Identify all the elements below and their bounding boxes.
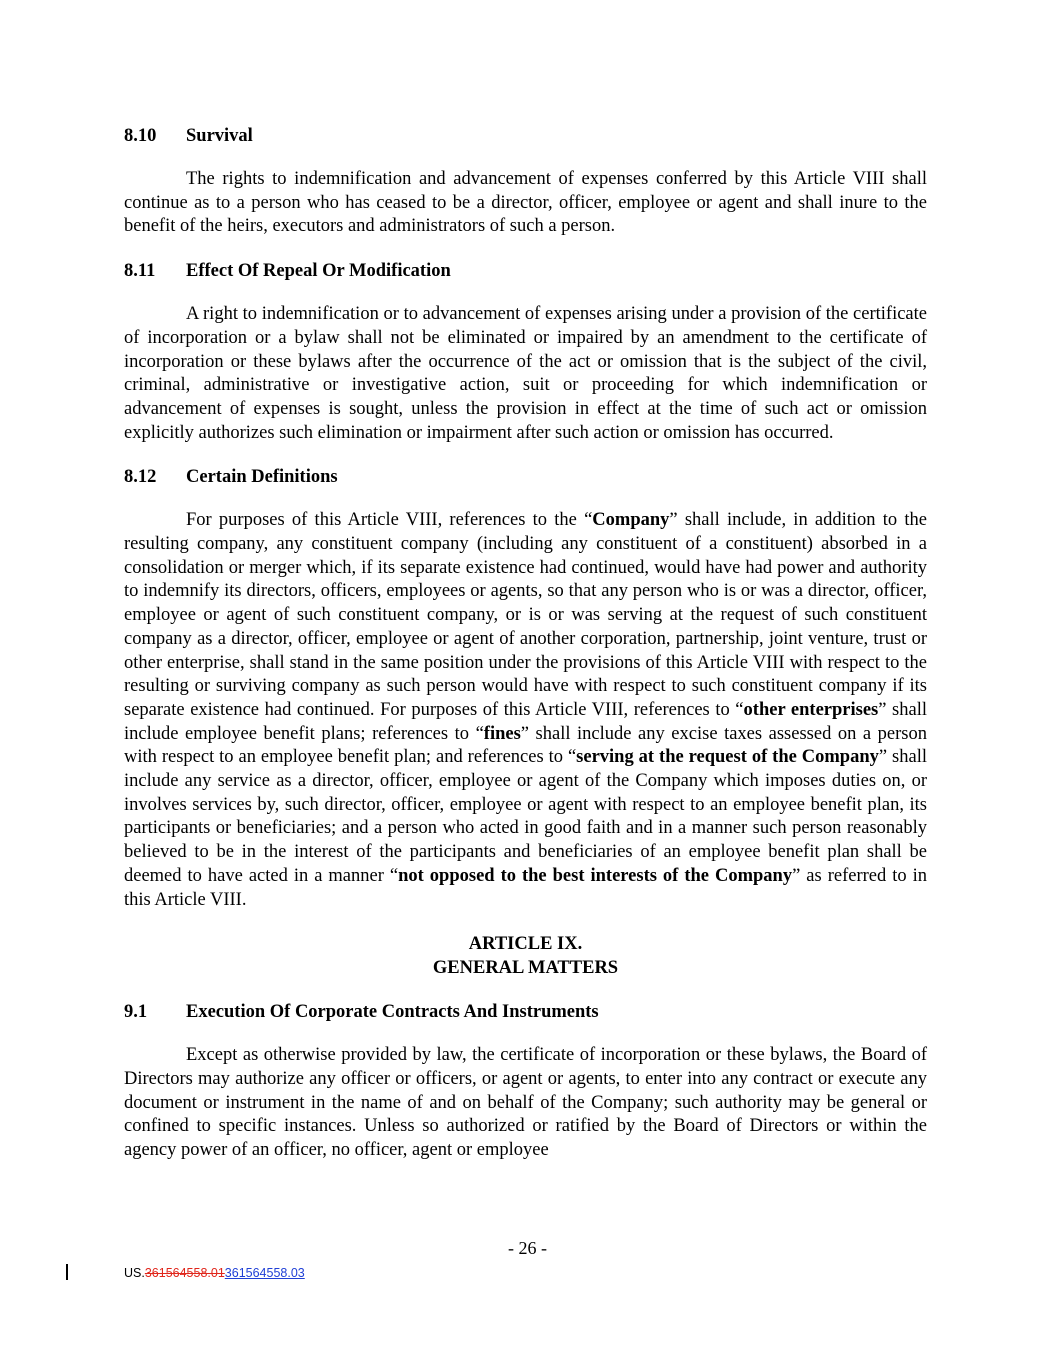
text-run: ” shall include any service as a director, officer, employee or agent of the Company which imposes duties on, or involves services by, such director, officer, employee or agent with respect to an employee benefit plan, its participants or beneficiaries; and a person who acted in good faith and in a manner such person reasonably believed to be in the interest of the participants and beneficiaries of an employee benefit plan shall be deemed to have acted in a manner “ xyxy=(124,747,927,886)
section-number: 8.11 xyxy=(124,261,156,282)
section-body-8-10: The rights to indemnification and advancement of expenses conferred by this Article VIII shall continue as to a person who has ceased to be a director, officer, employee or agent and shall inure to the benefit of the heirs, executors and administrators of such a person. xyxy=(124,169,927,237)
page-number: - 26 - xyxy=(508,1238,547,1258)
section-body-8-11: A right to indemnification or to advancement of expenses arising under a provision of the certificate of incorporation or a bylaw shall not be eliminated or impaired by an amendment to the certificate of incorporation or these bylaws after the occurrence of the act or omission that is the subject of the civil, criminal, administrative or investigative action, suit or proceeding for which indemnification or advancement of expenses is sought, unless the provision in effect at the time of such act or omission explicitly authorizes such elimination or impairment after such action or omission has occurred. xyxy=(124,304,927,443)
section-title: Execution Of Corporate Contracts And Instruments xyxy=(186,1002,599,1023)
defined-term-not-opposed: not opposed to the best interests of the Company xyxy=(398,865,793,886)
text-run: ” shall include any excise taxes assessed on a person with respect to an employee benefit plan; and references to “ xyxy=(124,723,927,768)
doc-id-inserted: 361564558.03 xyxy=(224,1266,305,1280)
text-run: For purposes of this Article VIII, references to the “ xyxy=(186,510,593,531)
doc-id-deleted: 361564558.01 xyxy=(144,1266,225,1280)
article-heading xyxy=(124,932,927,980)
change-bar xyxy=(66,1264,68,1280)
text-run: ” shall include, in addition to the resulting company, any constituent company (including any constituent of a constituent) absorbed in a consolidation or merger which, if its separate existence had continued, would have had power and authority to indemnify its directors, officers, employees or agents, so that any person who is or was a director, officer, employee or agent of such constituent company, or is or was serving at the request of such constituent company as a director, officer, employee or agent of another corporation, partnership, joint venture, trust or other enterprise, shall stand in the same position under the provisions of this Article VIII with respect to the resulting or surviving company as such person would have with respect to such constituent company if its separate existence had continued. For purposes of this Article VIII, references to “ xyxy=(124,510,927,720)
defined-term-fines: fines xyxy=(483,723,521,744)
defined-term-serving-at-request: serving at the request of the Company xyxy=(576,747,879,768)
defined-term-company: Company xyxy=(592,510,670,531)
document-id xyxy=(124,1266,305,1280)
section-body-8-12 xyxy=(124,509,927,912)
section-title: Effect Of Repeal Or Modification xyxy=(186,261,451,282)
text-run: ” shall include employee benefit plans; references to “ xyxy=(124,699,927,744)
document-page xyxy=(124,124,927,1183)
defined-term-other-enterprises: other enterprises xyxy=(743,699,879,720)
section-body-9-1: Except as otherwise provided by law, the certificate of incorporation or these bylaws, the Board of Directors may authorize any officer or officers, or agent or agents, to enter into any contract or execute any document or instrument in the name of and on behalf of the Company; such authority may be general or confined to specific instances. Unless so authorized or ratified by the Board of Directors or within the agency power of an officer, no officer, agent or employee xyxy=(124,1045,927,1161)
section-heading-8-12 xyxy=(124,465,927,489)
text-run: ” as referred to in this Article VIII. xyxy=(124,865,927,910)
section-heading-8-11 xyxy=(124,259,927,283)
section-heading-8-10 xyxy=(124,124,927,148)
section-heading-9-1 xyxy=(124,1000,927,1024)
article-title: GENERAL MATTERS xyxy=(432,958,619,979)
doc-id-prefix: US. xyxy=(124,1266,145,1280)
section-title: Survival xyxy=(186,126,253,146)
article-number: ARTICLE IX. xyxy=(468,934,583,955)
section-number: 8.12 xyxy=(124,467,157,488)
section-title: Certain Definitions xyxy=(186,467,338,488)
section-number: 9.1 xyxy=(124,1002,148,1023)
section-number: 8.10 xyxy=(124,126,157,146)
